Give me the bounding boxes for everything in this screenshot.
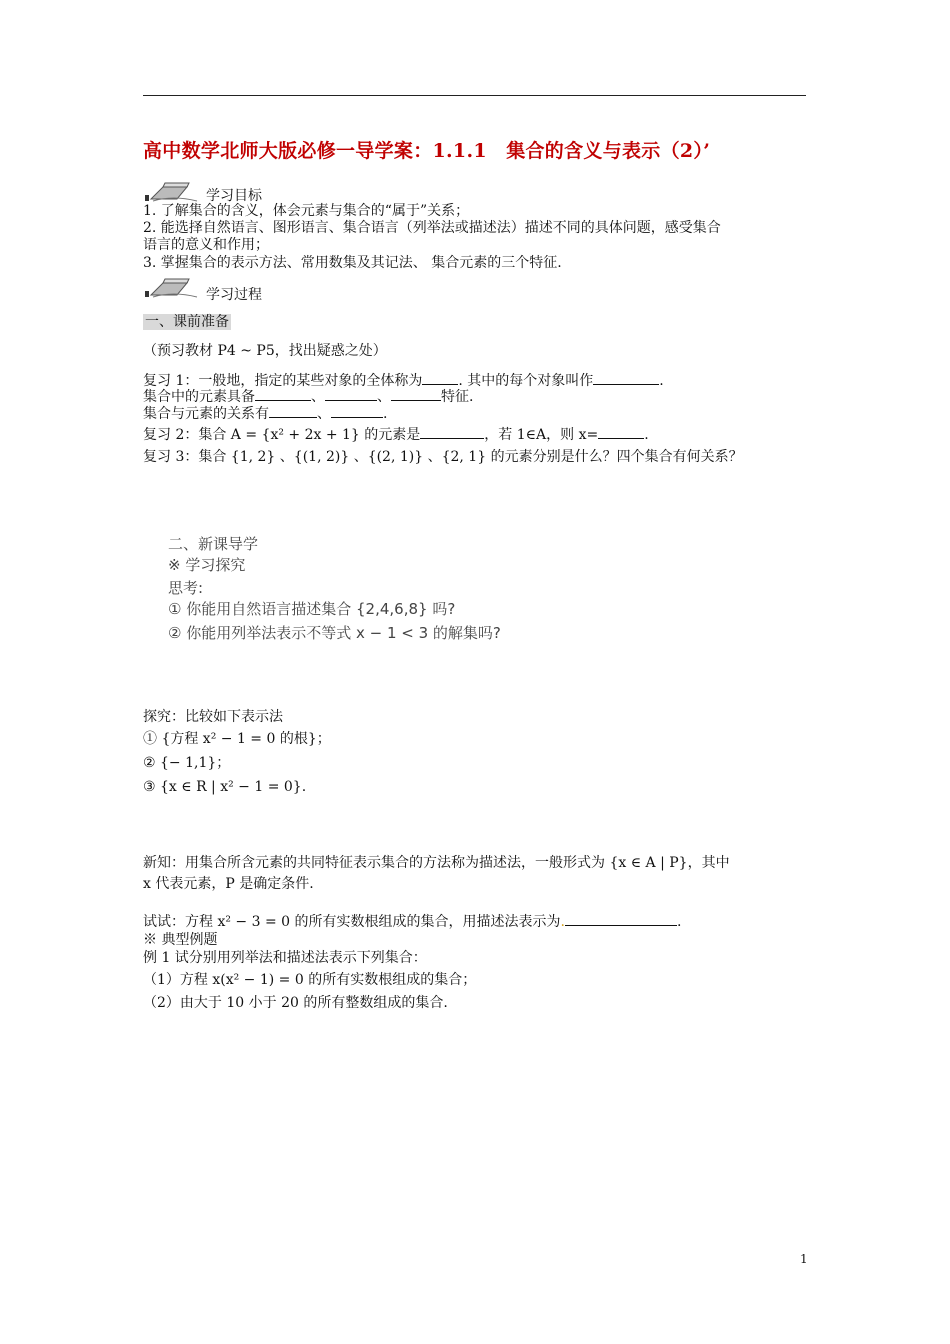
example-1-part-a: （1）方程 x(x² − 1) = 0 的所有实数根组成的集合； [143, 972, 477, 988]
page-number: 1 [800, 1252, 808, 1266]
document-title: 高中数学北师大版必修一导学案：1.1.1 集合的含义与表示（2）’ [143, 140, 711, 162]
process-heading: 学习过程 [206, 287, 262, 303]
think-label: 思考: [168, 579, 204, 597]
compare-item: ③ {x ∈ R | x² − 1 = 0}. [143, 779, 307, 795]
goal-item: 语言的意义和作用； [143, 237, 269, 253]
compare-item: ② {− 1,1}； [143, 755, 231, 771]
goal-item: 2. 能选择自然语言、图形语言、集合语言（列举法或描述法）描述不同的具体问题，感受集合 [143, 220, 721, 236]
compare-title: 探究：比较如下表示法 [143, 709, 283, 725]
review-3: 复习 3：集合 {1, 2} 、{(1, 2)} 、{(2, 1)} 、{2, 1} 的元素分别是什么？四个集合有何关系？ [143, 449, 743, 465]
explore-title: ※ 学习探究 [168, 556, 246, 574]
try-it: 试试：方程 x² − 3 = 0 的所有实数根组成的集合，用描述法表示为. . [143, 914, 682, 930]
new-knowledge: 新知：用集合所含元素的共同特征表示集合的方法称为描述法，一般形式为 {x ∈ A | P}，其中 [143, 855, 730, 871]
header-rule [143, 95, 806, 96]
book-icon [143, 277, 199, 299]
goals-heading: 学习目标 [206, 188, 262, 204]
book-icon [143, 181, 199, 203]
goal-item: 3. 掌握集合的表示方法、常用数集及其记法、 集合元素的三个特征. [143, 255, 562, 271]
goal-item: 1. 了解集合的含义，体会元素与集合的“属于”关系； [143, 203, 470, 219]
review-1-features: 集合中的元素具备 、 、 特征. [143, 389, 474, 405]
new-knowledge-cont: x 代表元素，P 是确定条件. [143, 876, 314, 892]
question-1: ① 你能用自然语言描述集合 {2,4,6,8} 吗? [168, 600, 456, 618]
part2-title: 二、新课导学 [168, 535, 259, 553]
preview-note: （预习教材 P4 ~ P5，找出疑惑之处） [143, 343, 387, 359]
example-1: 例 1 试分别用列举法和描述法表示下列集合： [143, 950, 427, 966]
review-1: 复习 1：一般地，指定的某些对象的全体称为 . 其中的每个对象叫作 . [143, 373, 664, 389]
review-2: 复习 2：集合 A = {x² + 2x + 1} 的元素是 ，若 1∈A，则 x= . [143, 427, 649, 443]
part1-title: 一、课前准备 [145, 314, 229, 330]
compare-item: ① {方程 x² − 1 = 0 的根}； [143, 731, 331, 747]
example-1-part-b: （2）由大于 10 小于 20 的所有整数组成的集合. [143, 995, 448, 1011]
example-title: ※ 典型例题 [143, 932, 218, 948]
review-1-relation: 集合与元素的关系有 、 . [143, 406, 388, 422]
question-2: ② 你能用列举法表示不等式 x − 1 < 3 的解集吗? [168, 624, 501, 642]
